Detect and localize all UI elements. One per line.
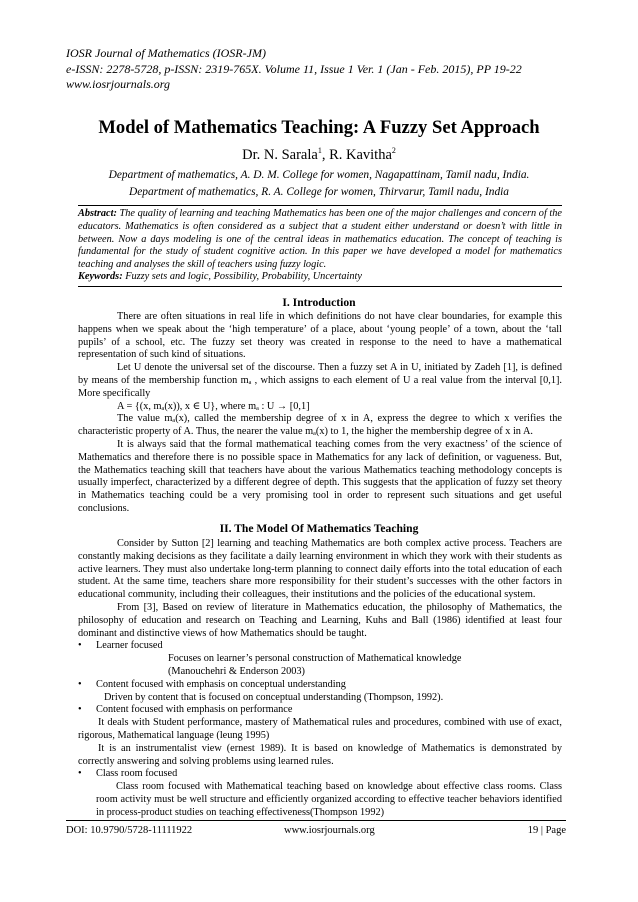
author-line	[0, 146, 638, 164]
section-2-heading: II. The Model Of Mathematics Teaching	[219, 522, 419, 535]
bullet-icon: •	[78, 704, 82, 716]
bullet-icon: •	[78, 640, 82, 652]
journal-website[interactable]: www.iosrjournals.org	[66, 77, 171, 91]
teaching-views-list	[78, 640, 562, 819]
keywords-text: Fuzzy sets and logic, Possibility, Probability, Uncertainty	[122, 271, 362, 282]
list-item-detail: Class room focused with Mathematical teaching based on knowledge about effective class rooms. Class room activity must be well structure and efficiently organized according to effective teacher behaviors identified in process-product studies on teaching effectiveness(Thompson 1992)	[96, 781, 562, 818]
section-2-body	[78, 538, 562, 820]
list-item-detail: (Manouchehri & Enderson 2003)	[168, 665, 305, 677]
list-item-detail: It is an instrumentalist view (ernest 1989). It is based on knowledge of Mathematics is demonstrated by correctly answering and solving problems using learned rules.	[78, 742, 562, 767]
fuzzy-set-formula: A = {(x, mₐ(x)), x ∈ U}, where mₐ : U → [0,1]	[117, 400, 310, 412]
abstract	[78, 208, 562, 272]
intro-paragraph-2: Let U denote the universal set of the discourse. Then a fuzzy set A in U, initiated by Zadeh [1], is defined by means of the membership function mₐ , which assigns to each element of U a real value from the interval [0,1]. More specifically	[78, 362, 562, 399]
section-1-body	[78, 311, 562, 516]
abstract-label: Abstract:	[78, 208, 117, 219]
list-item	[78, 640, 562, 678]
model-paragraph-2: From [3], Based on review of literature in Mathematics education, the philosophy of Mathematics, the philosophy of education and research on Teaching and Learning, Kuhs and Ball (1986) identified at least four dominant and distinctive views of how Mathematics should be taught.	[78, 601, 562, 639]
list-item-detail: It deals with Student performance, mastery of Mathematical rules and procedures, combined with use of exact, rigorous, Mathematical language (leung 1995)	[78, 717, 562, 741]
list-item	[78, 704, 562, 768]
intro-paragraph-4: It is always said that the formal mathematical teaching comes from the very exactness’ of the science of Mathematics and therefore there is no possible space in Mathematics for any lack of definition, or vagueness. But, the Mathematics teaching skill that teachers have about the various Mathematics teaching methodology concepts is usually imperfect, characterized by a different degree of depth. This suggests that the application of fuzzy set theory in Mathematics teaching could be a very promising tool in order to represent such situations and get useful conclusions.	[78, 438, 562, 514]
abstract-top-rule	[78, 205, 562, 206]
author-1-sup: 1	[317, 146, 322, 155]
footer-website[interactable]: www.iosrjournals.org	[284, 825, 375, 836]
author-2: R. Kavitha	[329, 146, 392, 163]
affiliation-1: Department of mathematics, A. D. M. College for women, Nagapattinam, Tamil nadu, India.	[108, 169, 530, 181]
journal-issn: e-ISSN: 2278-5728, p-ISSN: 2319-765X. Volume 11, Issue 1 Ver. 1 (Jan - Feb. 2015), PP 19-22	[66, 61, 522, 76]
affiliation-2: Department of mathematics, R. A. College for women, Thirvarur, Tamil nadu, India	[129, 186, 509, 198]
author-2-sup: 2	[391, 146, 396, 155]
journal-header	[66, 46, 586, 93]
keywords-label: Keywords:	[78, 271, 123, 282]
page-footer	[66, 820, 566, 839]
list-item-label: Content focused with emphasis on performance	[96, 704, 293, 716]
author-1: Dr. N. Sarala	[242, 146, 318, 163]
intro-paragraph-3: The value mₐ(x), called the membership degree of x in A, express the degree to which x verifies the characteristic property of A. Thus, the nearer the value mₐ(x) to 1, the higher the membership degree of x in A.	[78, 413, 562, 438]
list-item	[78, 679, 562, 705]
list-item-label: Learner focused	[96, 640, 163, 652]
journal-name: IOSR Journal of Mathematics (IOSR-JM)	[66, 46, 266, 60]
bullet-icon: •	[78, 768, 82, 780]
list-item-label: Content focused with emphasis on conceptual understanding	[96, 678, 346, 690]
keywords	[78, 271, 562, 284]
intro-paragraph-1: There are often situations in real life in which definitions do not have clear boundaries, for example this happens when we speak about the ‘high temperature’ of a place, about ‘young people’ of a town, about the ‘tall pupils’ of a school, etc. The fuzzy set theory was created in response to the need to have a mathematical representation of such kind of situations.	[78, 311, 562, 361]
model-paragraph-1: Consider by Sutton [2] learning and teaching Mathematics are both complex active process. Teachers are constantly making decisions as they facilitate a daily learning environment in which they work with their students as active learners. They must also undertake long-term planning to connect daily efforts into the total education of each student. At the same time, teachers share more responsibility for their student’s successes with the other factors in educational community, including their colleagues, their institutions and the policies of the educational system.	[78, 538, 562, 601]
author-separator: ,	[321, 146, 330, 163]
abstract-text: The quality of learning and teaching Mathematics has been one of the major challenges and concern of the educators. Mathematics is often considered as a subject that a student either understand or doesn’t with little in between. Now a days modeling is one of the central ideas in mathematics education. The concept of teaching is fundamental for the study of student cognitive action. In this paper we have developed a model for mathematics teaching and analyses the skill of teachers using fuzzy logic.	[78, 208, 562, 271]
abstract-bottom-rule	[78, 286, 562, 287]
affiliations	[0, 167, 638, 201]
footer-page-number: 19 | Page	[527, 825, 566, 836]
list-item-detail: Focuses on learner’s personal construction of Mathematical knowledge	[168, 653, 462, 665]
section-1-heading: I. Introduction	[282, 296, 356, 309]
list-item-detail: Driven by content that is focused on conceptual understanding (Thompson, 1992).	[104, 691, 444, 703]
footer-doi: DOI: 10.9790/5728-11111922	[66, 825, 193, 836]
list-item	[78, 768, 562, 819]
bullet-icon: •	[78, 678, 82, 690]
paper-title: Model of Mathematics Teaching: A Fuzzy Set Approach	[98, 117, 540, 138]
list-item-label: Class room focused	[96, 768, 178, 780]
